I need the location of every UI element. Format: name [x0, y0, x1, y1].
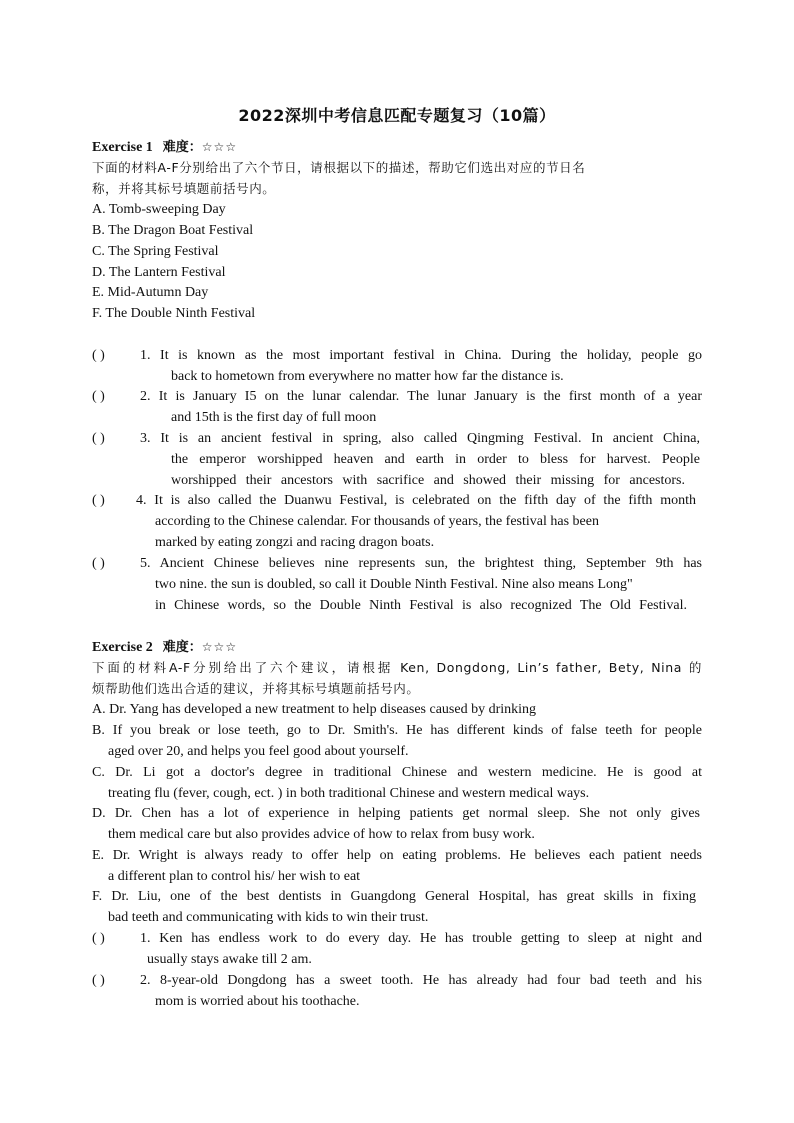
exercise2-q2-line2: mom is worried about his toothache.: [155, 994, 360, 1009]
exercise2-option-c-line2: treating flu (fever, cough, ect. ) in both traditional Chinese and western medical ways.: [108, 786, 590, 801]
exercise1-option-c: C. The Spring Festival: [92, 244, 219, 259]
exercise2-option-b-line2: aged over 20, and helps you feel good about yourself.: [108, 744, 409, 759]
exercise1-q4-line1: 4. It is also called the Duanwu Festival, is celebrated on the fifth day of the fifth month: [136, 493, 696, 508]
exercise1-q2-answer-blank[interactable]: ( ): [92, 389, 105, 404]
exercise1-option-f: F. The Double Ninth Festival: [92, 306, 256, 321]
exercise2-option-a: A. Dr. Yang has developed a new treatment to help diseases caused by drinking: [92, 702, 537, 717]
exercise2-instruction-line1: 下面的材料A-F分别给出了六个建议，请根据 Ken, Dongdong, Lin’s father, Bety, Nina 的: [92, 660, 702, 675]
exercise1-instruction-line1: 下面的材料A-F分别给出了六个节日，请根据以下的描述，帮助它们选出对应的节日名: [92, 160, 586, 175]
exercise1-q4-answer-blank[interactable]: ( ): [92, 493, 105, 508]
exercise2-option-e-line2: a different plan to control his/ her wish to eat: [108, 869, 361, 884]
exercise1-q3-line3: worshipped their ancestors with sacrifice and showed their missing for ancestors.: [171, 473, 685, 488]
exercise1-q5-line1: 5. Ancient Chinese believes nine represents sun, the brightest thing, September 9th has: [140, 556, 702, 571]
exercise1-q1-answer-blank[interactable]: ( ): [92, 348, 105, 363]
exercise1-q2-line1: 2. It is January I5 on the lunar calendar. The lunar January is the first month of a year: [140, 389, 702, 404]
exercise1-title: Exercise 1: [92, 140, 153, 155]
exercise2-option-d-line2: them medical care but also provides advice of how to relax from busy work.: [108, 827, 535, 842]
exercise2-difficulty-stars: ☆☆☆: [201, 640, 238, 654]
exercise1-q3-answer-blank[interactable]: ( ): [92, 431, 105, 446]
exercise1-difficulty-label: 难度：: [162, 140, 202, 155]
exercise2-option-f-line2: bad teeth and communicating with kids to win their trust.: [108, 910, 429, 925]
exercise2-q2-line1: 2. 8-year-old Dongdong has a sweet tooth. He has already had four bad teeth and his: [140, 973, 702, 988]
exercise2-heading: [92, 637, 237, 658]
exercise1-q4-line2: according to the Chinese calendar. For thousands of years, the festival has been: [155, 514, 599, 529]
exercise1-q3-line2: the emperor worshipped heaven and earth in order to bless for harvest. People: [171, 452, 700, 467]
exercise1-q2-line2: and 15th is the first day of full moon: [171, 410, 377, 425]
exercise1-q5-answer-blank[interactable]: ( ): [92, 556, 105, 571]
exercise2-option-e-line1: E. Dr. Wright is always ready to offer help on eating problems. He believes each patient needs: [92, 848, 702, 863]
exercise2-option-c-line1: C. Dr. Li got a doctor's degree in traditional Chinese and western medicine. He is good at: [92, 765, 702, 780]
exercise2-q1-line2: usually stays awake till 2 am.: [147, 952, 312, 967]
exercise2-option-b-line1: B. If you break or lose teeth, go to Dr. Smith's. He has different kinds of false teeth for people: [92, 723, 702, 738]
exercise2-q1-line1: 1. Ken has endless work to do every day. He has trouble getting to sleep at night and: [140, 931, 702, 946]
exercise2-option-d-line1: D. Dr. Chen has a lot of experience in helping patients get normal sleep. She not only gives: [92, 806, 700, 821]
exercise2-q2-answer-blank[interactable]: ( ): [92, 973, 105, 988]
exercise2-difficulty-label: 难度：: [162, 640, 202, 655]
exercise1-option-e: E. Mid-Autumn Day: [92, 285, 209, 300]
exercise1-q4-line3: marked by eating zongzi and racing dragon boats.: [155, 535, 435, 550]
page-title: 2022深圳中考信息匹配专题复习（10篇）: [238, 106, 556, 125]
exercise1-option-a: A. Tomb-sweeping Day: [92, 202, 226, 217]
exercise1-heading: [92, 137, 237, 158]
exercise1-option-b: B. The Dragon Boat Festival: [92, 223, 254, 238]
exercise2-instruction-line2: 烦帮助他们选出合适的建议，并将其标号填题前括号内。: [92, 681, 420, 696]
exercise1-q3-line1: 3. It is an ancient festival in spring, also called Qingming Festival. In ancient China,: [140, 431, 700, 446]
exercise2-title: Exercise 2: [92, 640, 153, 655]
exercise2-option-f-line1: F. Dr. Liu, one of the best dentists in Guangdong General Hospital, has great skills in fixing: [92, 889, 696, 904]
exercise2-q1-answer-blank[interactable]: ( ): [92, 931, 105, 946]
exercise1-q5-line3: in Chinese words, so the Double Ninth Festival is also recognized The Old Festival.: [155, 598, 687, 613]
exercise1-q1-line2: back to hometown from everywhere no matter how far the distance is.: [171, 369, 564, 384]
exercise1-q1-line1: 1. It is known as the most important festival in China. During the holiday, people go: [140, 348, 702, 363]
exercise1-difficulty-stars: ☆☆☆: [201, 140, 238, 154]
exercise1-q5-line2: two nine. the sun is doubled, so call it Double Ninth Festival. Nine also means Long": [155, 577, 633, 592]
exercise1-option-d: D. The Lantern Festival: [92, 265, 226, 280]
exercise1-instruction-line2: 称，并将其标号填题前括号内。: [92, 181, 276, 196]
